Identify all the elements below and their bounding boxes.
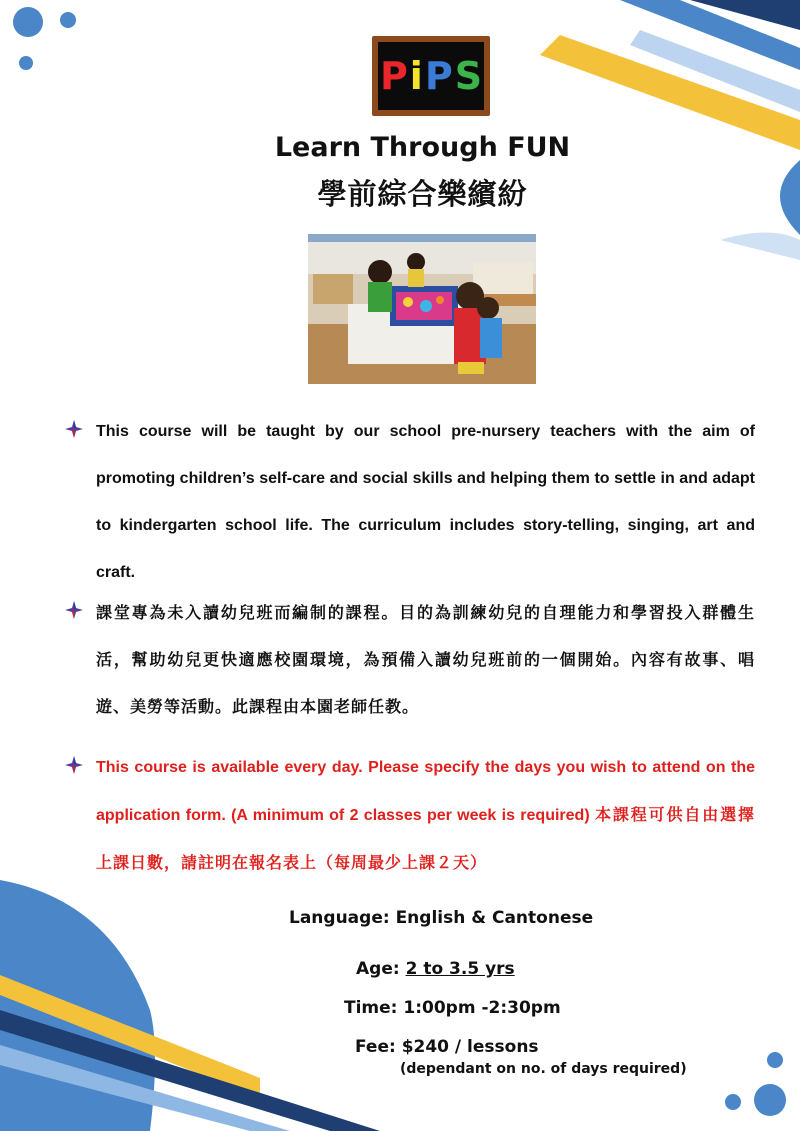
fee-info: Fee: $240 / lessons	[355, 1037, 539, 1057]
arrow-bullet-icon	[65, 420, 83, 438]
logo-letter-p1: P	[379, 54, 408, 98]
bullet-text	[96, 744, 755, 887]
bullet-paragraph-chinese	[65, 601, 755, 730]
decor-dot	[767, 1052, 783, 1068]
logo-letter-s: S	[454, 54, 483, 98]
decor-arc	[720, 233, 800, 261]
decor-dot	[754, 1084, 786, 1116]
page-title-english: Learn Through FUN	[274, 132, 571, 163]
decor-dot	[725, 1094, 741, 1110]
availability-text-english: This course is available every day. Please specify the days you wish to attend on the application form. (A minimum of 2 classes per week is required)	[96, 759, 755, 824]
bullet-text: 課堂專為未入讀幼兒班而編制的課程。目的為訓練幼兒的自理能力和學習投入群體生活，幫助幼兒更快適應校園環境，為預備入讀幼兒班前的一個開始。內容有故事、唱遊、美勞等活動。此課程由本園老師任教。	[96, 603, 755, 716]
language-info: Language: English & Cantonese	[289, 908, 594, 928]
decor-dot	[60, 12, 76, 28]
logo-letter-i: i	[409, 54, 423, 98]
bullet-paragraph-english	[65, 420, 755, 596]
age-value: 2 to 3.5 yrs	[405, 959, 515, 979]
age-label: Age:	[356, 959, 406, 979]
availability-text-chinese: 本課程可供自由選擇上課日數，請註明在報名表上（每周最少上課２天）	[96, 805, 755, 872]
logo-chalkboard	[378, 42, 484, 110]
decor-dot	[13, 7, 43, 37]
classroom-photo	[308, 234, 536, 384]
age-info	[356, 959, 515, 979]
arrow-bullet-icon	[65, 601, 83, 619]
time-info: Time: 1:00pm -2:30pm	[344, 998, 561, 1018]
pips-logo	[372, 36, 490, 116]
logo-letter-p2: P	[424, 54, 453, 98]
fee-note: (dependant on no. of days required)	[400, 1061, 687, 1077]
decor-dot	[19, 56, 33, 70]
page-title-chinese: 學前綜合樂繽紛	[317, 177, 528, 211]
arrow-bullet-icon	[65, 756, 83, 774]
bullet-paragraph-availability	[65, 756, 755, 887]
bullet-text: This course will be taught by our school pre-nursery teachers with the aim of promoting children’s self-care and social skills and helping them to settle in and adapt to kindergarten school life. The curriculum includes story-telling, singing, art and craft.	[96, 423, 755, 581]
